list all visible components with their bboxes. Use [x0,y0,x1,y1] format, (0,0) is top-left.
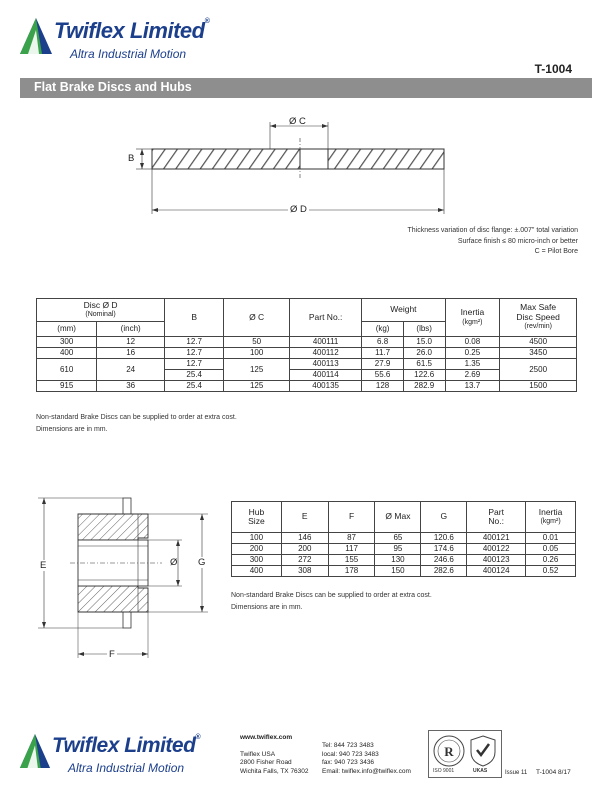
ukas-certification-icon [469,734,497,768]
dim-label-f: F [109,649,115,660]
disc-table-note-2: Dimensions are in mm. [36,426,108,433]
header-c: Ø C [224,299,290,337]
disc-table-note-1: Non-standard Brake Discs can be supplied to order at extra cost. [36,414,237,421]
footer-address-block [240,734,309,776]
certification-badges [428,730,502,778]
section-title-bar: Flat Brake Discs and Hubs [20,78,592,98]
disc-note-1: Thickness variation of disc flange: ±.007" total variation [407,227,578,234]
disc-note-2: Surface finish ≤ 80 micro-inch or better [457,237,578,245]
header-e: E [281,502,328,533]
disc-notes [278,226,578,258]
header-f: F [328,502,375,533]
disc-spec-table [36,298,577,392]
table-row: 400 308 178 150 282.6 400124 0.52 [232,566,576,577]
table-row: 915 36 25.4 125 400135 128 282.9 13.7 1500 [37,381,577,392]
table-row: 25.4 400114 55.6 122.6 2.69 [37,370,577,381]
disc-note-3: C = Pilot Bore [534,248,578,255]
table-row: 300 272 155 130 246.6 400123 0.26 [232,555,576,566]
header-inch: (inch) [97,322,165,337]
footer-logo-tagline: Altra Industrial Motion [68,761,185,775]
dim-label-bore: Ø [170,557,178,568]
header-kg: (kg) [362,322,404,337]
footer-contact-line: local: 940 723 3483 [322,750,379,758]
dim-label-g: G [198,557,206,568]
ukas-label: UKAS [473,768,488,774]
hub-table-note-1: Non-standard Brake Discs can be supplied to order at extra cost. [231,592,432,599]
header-weight: Weight [362,299,445,322]
header-part-no: Part No.: [290,299,362,337]
hub-table-note-2: Dimensions are in mm. [231,604,303,611]
header-o-max: Ø Max [375,502,421,533]
footer-email-link[interactable]: Email: twiflex.info@twiflex.com [322,767,411,775]
table-row: 100 146 87 65 120.6 400121 0.01 [232,533,576,544]
header-hub-part: Part No.: [467,502,526,533]
header-logo: Twiflex Limited® Altra Industrial Motion [18,16,258,64]
lrqa-certification-icon [432,734,466,768]
footer-address-line: Wichita Falls, TX 76302 [240,767,309,775]
header-hub-size: Hub Size [232,502,282,533]
logo-triangle-icon [18,16,54,56]
table-header-row [232,502,576,533]
dim-label-d: Ø D [290,204,307,215]
logo-tagline: Altra Industrial Motion [70,47,187,61]
table-row: 610 24 12.7 125 400113 27.9 61.5 1.35 2500 [37,359,577,370]
header-disc-d: Disc Ø D (Nominal) [37,299,165,322]
logo-name: Twiflex Limited [54,18,205,43]
dim-label-b: B [128,153,135,164]
header-g: G [421,502,467,533]
footer-logo-name: Twiflex Limited [52,734,196,757]
dim-label-c: Ø C [289,116,306,127]
footer-address-line: 2800 Fisher Road [240,759,292,767]
header-b: B [165,299,224,337]
footer-contact-block [322,742,411,776]
header-max-safe: Max Safe Disc Speed (rev/min) [500,299,577,337]
footer-issue: Issue 11 [505,770,528,776]
footer-website-link[interactable]: www.twiflex.com [240,734,293,741]
table-row: 300 12 12.7 50 400111 6.8 15.0 0.08 4500 [37,337,577,348]
header-inertia: Inertia (kgm²) [445,299,500,337]
footer-doc-ref: T-1004 8/17 [536,769,571,776]
footer-address-line: Twiflex USA [240,750,276,758]
dim-label-e: E [40,560,47,571]
header-lbs: (lbs) [403,322,445,337]
table-row: 400 16 12.7 100 400112 11.7 26.0 0.25 3450 [37,348,577,359]
iso-cert-label: ISO 9001 [433,768,455,774]
svg-text:R: R [444,744,454,759]
table-header-row [37,299,577,322]
hub-cross-section-drawing [30,490,220,662]
logo-triangle-icon [18,732,52,770]
table-row: 200 200 117 95 174.6 400122 0.05 [232,544,576,555]
header-mm: (mm) [37,322,97,337]
footer-contact-line: fax: 940 723 3436 [322,759,375,767]
hub-table-notes [231,590,432,614]
footer-logo: Twiflex Limited® Altra Industrial Motion [18,732,238,778]
doc-number: T-1004 [534,62,572,76]
footer-contact-line: Tel: 844 723 3483 [322,742,374,749]
hub-spec-table [231,501,576,577]
header-hub-inertia: Inertia (kgm²) [526,502,576,533]
disc-table-notes [36,412,237,436]
